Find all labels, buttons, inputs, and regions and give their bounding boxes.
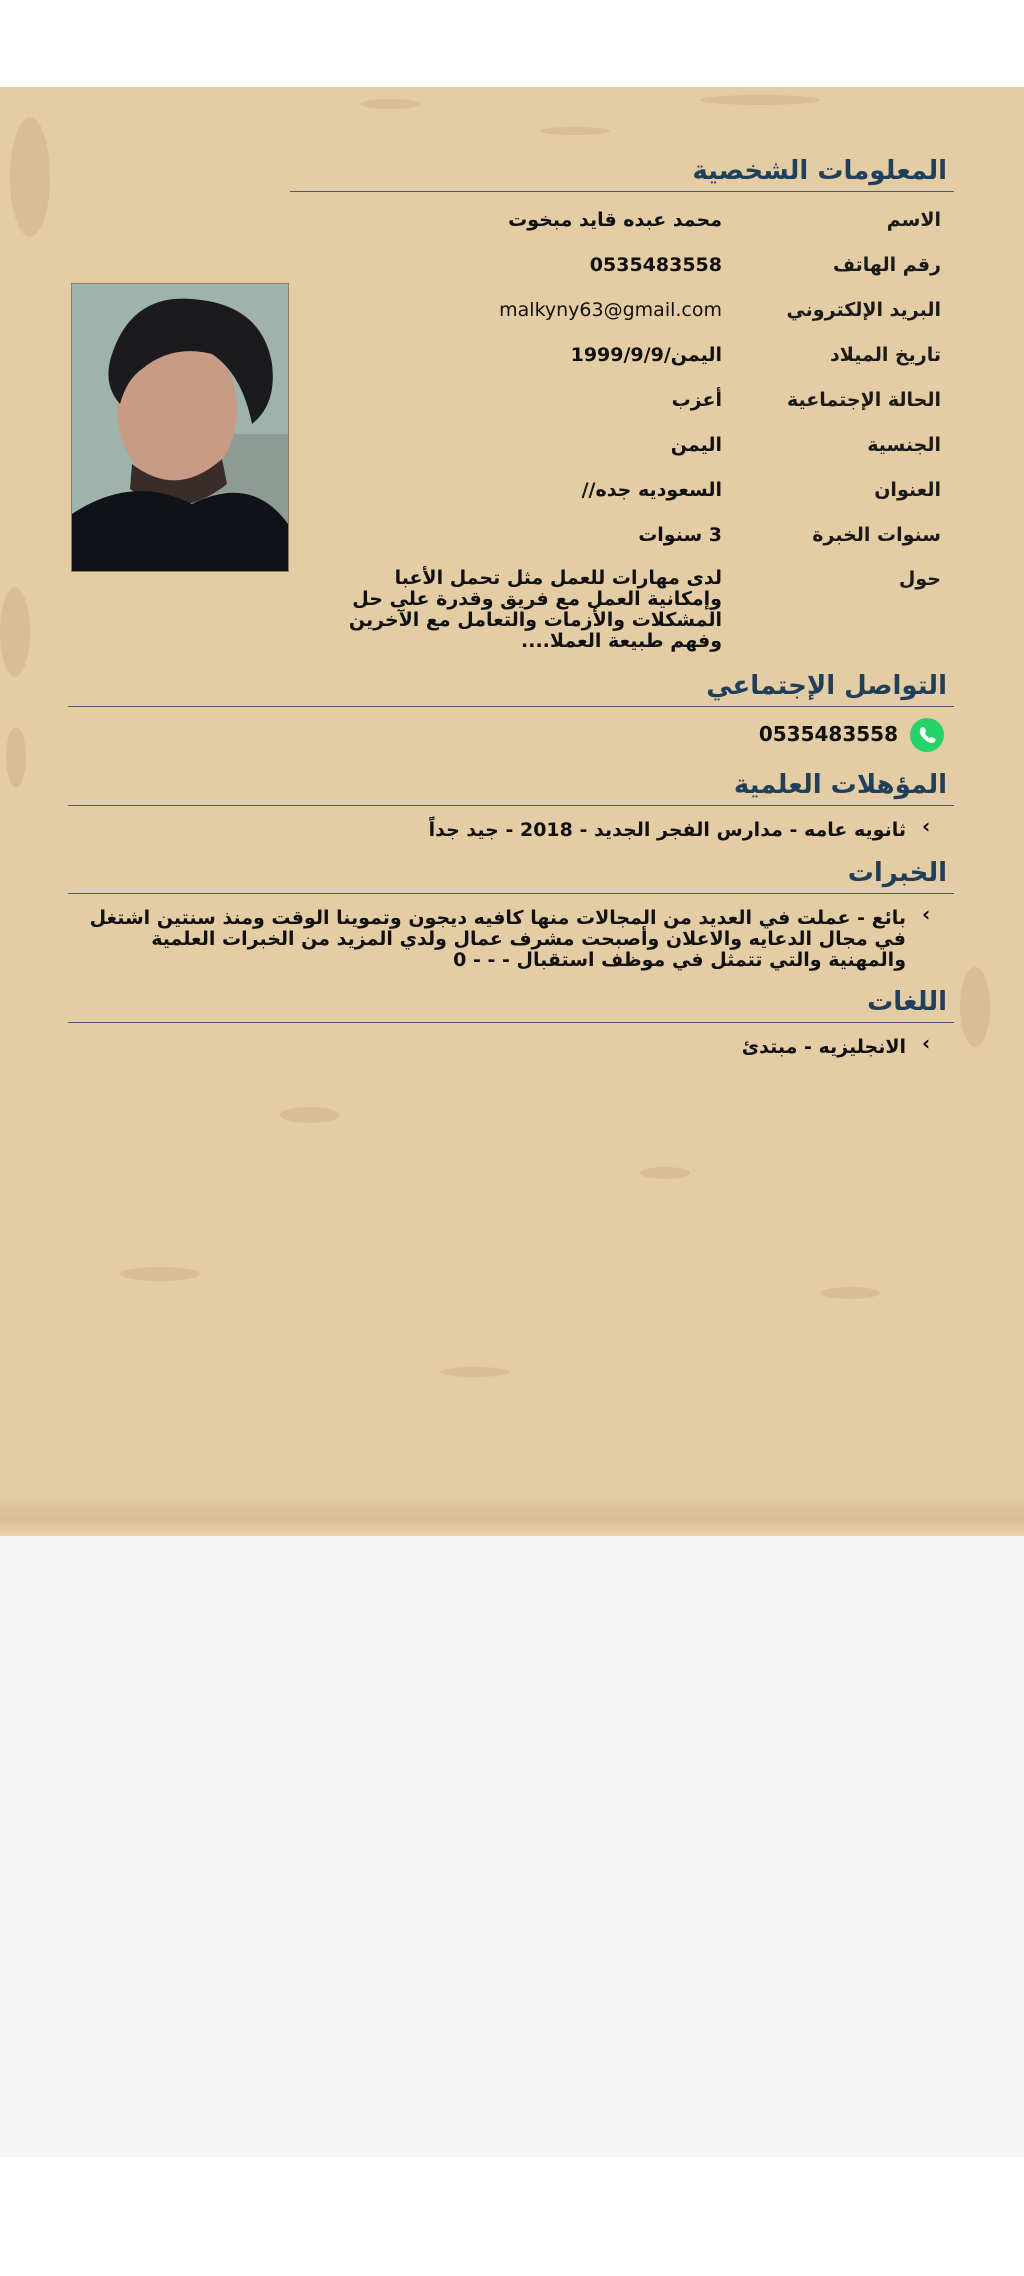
section-title-social: التواصل الإجتماعي [706,671,947,701]
label-birthdate: تاريخ الميلاد [830,344,941,366]
label-address: العنوان [874,479,941,501]
label-name: الاسم [886,209,941,231]
section-title-languages: اللغات [867,987,947,1017]
value-email: malkyny63@gmail.com [499,299,722,321]
value-address: السعوديه جده// [581,479,722,501]
paper-torn-edge [0,1492,1024,1536]
whatsapp-icon[interactable] [908,716,946,754]
page-background-gray [0,1536,1024,2157]
cv-paper [0,87,1024,1536]
value-marital-status: أعزب [671,389,722,411]
section-divider [68,805,954,806]
section-divider [68,1022,954,1023]
qualification-item: ثانويه عامه - مدارس الفجر الجديد - 2018 - جيد جداً [428,819,906,841]
chevron-left-icon: ‹ [922,1031,931,1055]
value-experience-years: 3 سنوات [638,524,722,546]
chevron-left-icon: ‹ [922,902,931,926]
section-title-experience: الخبرات [847,858,947,888]
chevron-left-icon: ‹ [922,814,931,838]
label-phone: رقم الهاتف [833,254,941,276]
label-email: البريد الإلكتروني [786,299,941,321]
value-birthdate: اليمن/1999/9/9 [570,344,722,366]
language-item: الانجليزيه - مبتدئ [741,1036,906,1058]
label-marital-status: الحالة الإجتماعية [787,389,941,411]
value-about: لدى مهارات للعمل مثل تحمل الأعبا وإمكانية العمل مع فريق وقدرة على حل المشكلات والأزمات والتعامل مع الآخرين وفهم طبيعة العملا.... [348,567,722,652]
section-title-personal: المعلومات الشخصية [692,156,947,186]
value-name: محمد عبده قايد مبخوت [508,209,722,231]
experience-item: بائع - عملت في العديد من المجالات منها كافيه ديجون وتموينا الوقت ومنذ سنتين اشتغل في مجال الدعايه والاعلان وأصبحت مشرف عمال ولدي المزيد من الخبرات العلمية والمهنية والتي تتمثل في موظف استقبال - - - 0 [89,907,906,971]
value-phone: 0535483558 [589,254,722,276]
label-about: حول [898,568,941,590]
profile-photo [71,283,289,572]
section-divider [290,191,954,192]
value-nationality: اليمن [670,434,722,456]
section-title-qualifications: المؤهلات العلمية [733,770,947,800]
whatsapp-number[interactable]: 0535483558 [758,722,898,746]
section-divider [68,706,954,707]
label-nationality: الجنسية [867,434,941,456]
section-divider [68,893,954,894]
label-experience-years: سنوات الخبرة [812,524,941,546]
